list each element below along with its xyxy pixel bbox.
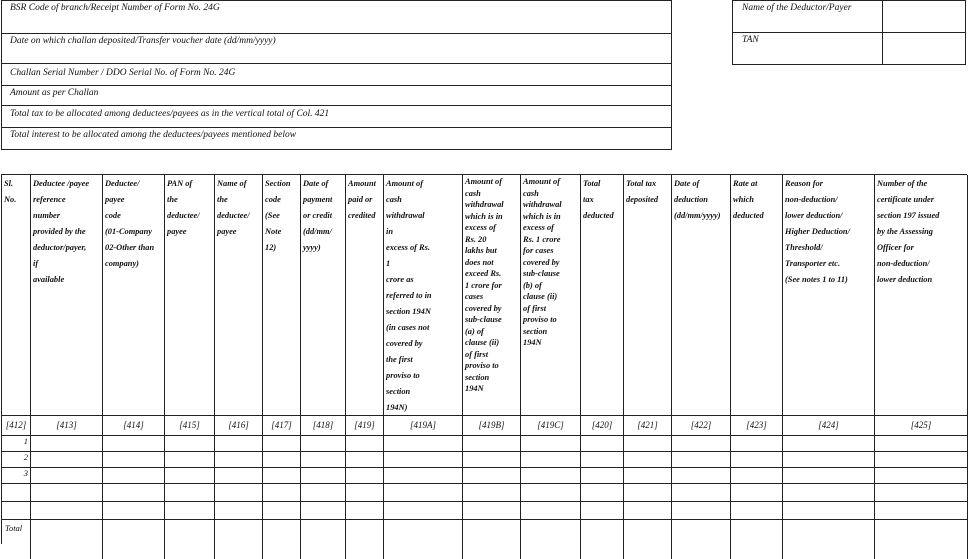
table-cell[interactable] xyxy=(384,467,463,483)
table-cell[interactable] xyxy=(463,483,521,501)
col-number-418: [418] xyxy=(301,415,346,435)
table-cell[interactable] xyxy=(263,451,301,467)
col-number-412: [412] xyxy=(2,415,31,435)
table-cell[interactable] xyxy=(672,519,731,559)
bsr-code-label: BSR Code of branch/Receipt Number of Form No. 24G xyxy=(10,3,220,13)
table-cell[interactable] xyxy=(731,483,783,501)
table-cell[interactable] xyxy=(346,435,384,451)
col-number-414: [414] xyxy=(103,415,165,435)
col-number-419A: [419A] xyxy=(384,415,463,435)
table-cell[interactable] xyxy=(301,451,346,467)
table-cell[interactable] xyxy=(384,435,463,451)
table-cell[interactable] xyxy=(731,467,783,483)
table-cell[interactable] xyxy=(875,483,968,501)
col-number-419: [419] xyxy=(346,415,384,435)
total-row-label: Total xyxy=(5,523,23,533)
table-cell[interactable] xyxy=(2,501,31,519)
table-cell[interactable] xyxy=(581,451,624,467)
col-number-416: [416] xyxy=(215,415,263,435)
table-cell[interactable] xyxy=(165,467,215,483)
deductee-table xyxy=(1,174,967,544)
col-header-417: Section code (See Note 12) xyxy=(263,175,301,415)
table-cell[interactable] xyxy=(103,435,165,451)
table-cell[interactable] xyxy=(875,467,968,483)
col-number-420: [420] xyxy=(581,415,624,435)
table-cell[interactable] xyxy=(731,451,783,467)
table-cell[interactable] xyxy=(31,435,103,451)
table-cell[interactable] xyxy=(384,501,463,519)
table-cell[interactable] xyxy=(783,519,875,559)
table-cell[interactable] xyxy=(103,501,165,519)
table-cell[interactable] xyxy=(103,451,165,467)
table-cell[interactable] xyxy=(521,483,581,501)
table-cell[interactable] xyxy=(783,451,875,467)
col-header-419B: Amount of cash withdrawal which is in excess of Rs. 20 lakhs but does not exceed Rs. 1 crore for cases covered by sub-clause (a) of clause (ii) of first proviso to section 194N xyxy=(463,175,521,415)
col-header-423: Rate at which deducted xyxy=(731,175,783,415)
table-cell[interactable] xyxy=(165,483,215,501)
table-cell[interactable] xyxy=(783,467,875,483)
col-number-419C: [419C] xyxy=(521,415,581,435)
table-cell[interactable] xyxy=(624,467,672,483)
col-number-415: [415] xyxy=(165,415,215,435)
challan-amount-label: Amount as per Challan xyxy=(10,88,99,98)
col-header-418: Date of payment or credit (dd/mm/ yyyy) xyxy=(301,175,346,415)
table-cell[interactable] xyxy=(31,501,103,519)
table-cell[interactable] xyxy=(263,483,301,501)
table-cell[interactable] xyxy=(2,483,31,501)
table-cell[interactable] xyxy=(215,483,263,501)
challan-serial-label: Challan Serial Number / DDO Serial No. of Form No. 24G xyxy=(10,68,236,78)
table-cell[interactable] xyxy=(624,483,672,501)
table-cell[interactable] xyxy=(263,519,301,559)
table-cell[interactable] xyxy=(263,467,301,483)
table-cell[interactable] xyxy=(672,467,731,483)
table-cell[interactable] xyxy=(624,519,672,559)
col-header-414: Deductee/ payee code (01-Company 02-Other than company) xyxy=(103,175,165,415)
table-cell[interactable] xyxy=(103,467,165,483)
col-number-413: [413] xyxy=(31,415,103,435)
col-number-419B: [419B] xyxy=(463,415,521,435)
table-cell[interactable] xyxy=(301,435,346,451)
table-cell[interactable] xyxy=(463,435,521,451)
table-cell[interactable] xyxy=(301,483,346,501)
table-cell[interactable] xyxy=(581,519,624,559)
table-cell[interactable] xyxy=(672,501,731,519)
table-cell[interactable] xyxy=(581,483,624,501)
table-cell[interactable] xyxy=(215,435,263,451)
table-cell[interactable] xyxy=(384,519,463,559)
table-cell[interactable] xyxy=(731,519,783,559)
col-number-417: [417] xyxy=(263,415,301,435)
col-header-412: Sl. No. xyxy=(2,175,31,415)
table-cell[interactable] xyxy=(215,467,263,483)
table-cell[interactable] xyxy=(346,451,384,467)
table-cell[interactable] xyxy=(346,467,384,483)
table-cell[interactable] xyxy=(31,467,103,483)
table-cell[interactable] xyxy=(624,451,672,467)
table-cell[interactable] xyxy=(672,435,731,451)
table-cell[interactable] xyxy=(783,501,875,519)
col-number-425: [425] xyxy=(875,415,968,435)
table-cell[interactable] xyxy=(731,501,783,519)
col-number-423: [423] xyxy=(731,415,783,435)
table-cell[interactable] xyxy=(521,519,581,559)
table-cell[interactable] xyxy=(165,435,215,451)
table-cell[interactable] xyxy=(875,519,968,559)
tan-field[interactable] xyxy=(884,34,964,63)
table-cell[interactable] xyxy=(463,451,521,467)
table-cell[interactable] xyxy=(672,451,731,467)
col-number-422: [422] xyxy=(672,415,731,435)
table-cell[interactable] xyxy=(346,501,384,519)
table-cell[interactable] xyxy=(31,451,103,467)
table-cell[interactable] xyxy=(581,467,624,483)
table-cell[interactable] xyxy=(672,483,731,501)
col-header-421: Total tax deposited xyxy=(624,175,672,415)
table-cell[interactable] xyxy=(521,451,581,467)
deductor-name-field[interactable] xyxy=(884,2,964,31)
tan-label: TAN xyxy=(742,35,759,45)
table-cell[interactable] xyxy=(624,435,672,451)
deductor-name-label: Name of the Deductor/Payer xyxy=(742,3,852,13)
col-header-415: PAN of the deductee/ payee xyxy=(165,175,215,415)
total-interest-label: Total interest to be allocated among the deductees/payees mentioned below xyxy=(10,130,297,140)
table-cell[interactable] xyxy=(215,519,263,559)
table-cell[interactable] xyxy=(731,435,783,451)
table-cell[interactable] xyxy=(165,451,215,467)
table-cell[interactable] xyxy=(521,435,581,451)
row-number: 1 xyxy=(23,436,28,446)
table-cell[interactable] xyxy=(875,451,968,467)
table-cell[interactable] xyxy=(463,501,521,519)
col-header-425: Number of the certificate under section 197 issued by the Assessing Officer for non-deduction/ lower deduction xyxy=(875,175,968,415)
col-header-420: Total tax deducted xyxy=(581,175,624,415)
table-cell[interactable] xyxy=(521,501,581,519)
table-cell[interactable] xyxy=(215,501,263,519)
table-cell[interactable] xyxy=(165,501,215,519)
table-cell[interactable] xyxy=(301,519,346,559)
total-tax-label: Total tax to be allocated among deductees/payees as in the vertical total of Col. 421 xyxy=(10,109,330,119)
table-cell[interactable] xyxy=(783,435,875,451)
table-cell[interactable] xyxy=(263,501,301,519)
table-cell[interactable] xyxy=(521,467,581,483)
table-cell[interactable] xyxy=(581,435,624,451)
table-cell[interactable] xyxy=(263,435,301,451)
table-cell[interactable] xyxy=(301,467,346,483)
table-cell[interactable] xyxy=(463,467,521,483)
table-cell[interactable] xyxy=(301,501,346,519)
table-cell[interactable] xyxy=(875,501,968,519)
challan-date-label: Date on which challan deposited/Transfer voucher date (dd/mm/yyyy) xyxy=(10,36,276,46)
col-header-413: Deductee /payee reference number provided by the deductor/payer, if available xyxy=(31,175,103,415)
col-number-424: [424] xyxy=(783,415,875,435)
col-header-416: Name of the deductee/ payee xyxy=(215,175,263,415)
table-cell[interactable] xyxy=(165,519,215,559)
col-number-421: [421] xyxy=(624,415,672,435)
col-header-424: Reason for non-deduction/ lower deduction/ Higher Deduction/ Threshold/ Transporter etc. (See notes 1 to 11) xyxy=(783,175,875,415)
table-cell[interactable] xyxy=(346,483,384,501)
row-number: 3 xyxy=(23,468,28,478)
table-cell[interactable] xyxy=(875,435,968,451)
col-header-422: Date of deduction (dd/mm/yyyy) xyxy=(672,175,731,415)
table-cell[interactable] xyxy=(463,519,521,559)
table-cell[interactable] xyxy=(103,483,165,501)
table-cell[interactable] xyxy=(624,501,672,519)
row-number: 2 xyxy=(23,452,28,462)
table-cell[interactable] xyxy=(31,483,103,501)
table-cell[interactable] xyxy=(346,519,384,559)
table-cell[interactable] xyxy=(384,483,463,501)
table-cell[interactable] xyxy=(384,451,463,467)
challan-info-block xyxy=(1,0,672,150)
table-cell[interactable] xyxy=(783,483,875,501)
col-header-419: Amount paid or credited xyxy=(346,175,384,415)
col-header-419A: Amount of cash withdrawal in excess of Rs. 1 crore as referred to in section 194N (in cases not covered by the first proviso to section 194N) xyxy=(384,175,463,415)
col-header-419C: Amount of cash withdrawal which is in excess of Rs. 1 crore for cases covered by sub-clause (b) of clause (ii) of first proviso to section 194N xyxy=(521,175,581,415)
table-cell[interactable] xyxy=(103,519,165,559)
table-cell[interactable] xyxy=(215,451,263,467)
deductor-info-block xyxy=(732,0,966,65)
table-cell[interactable] xyxy=(581,501,624,519)
table-cell[interactable] xyxy=(31,519,103,559)
